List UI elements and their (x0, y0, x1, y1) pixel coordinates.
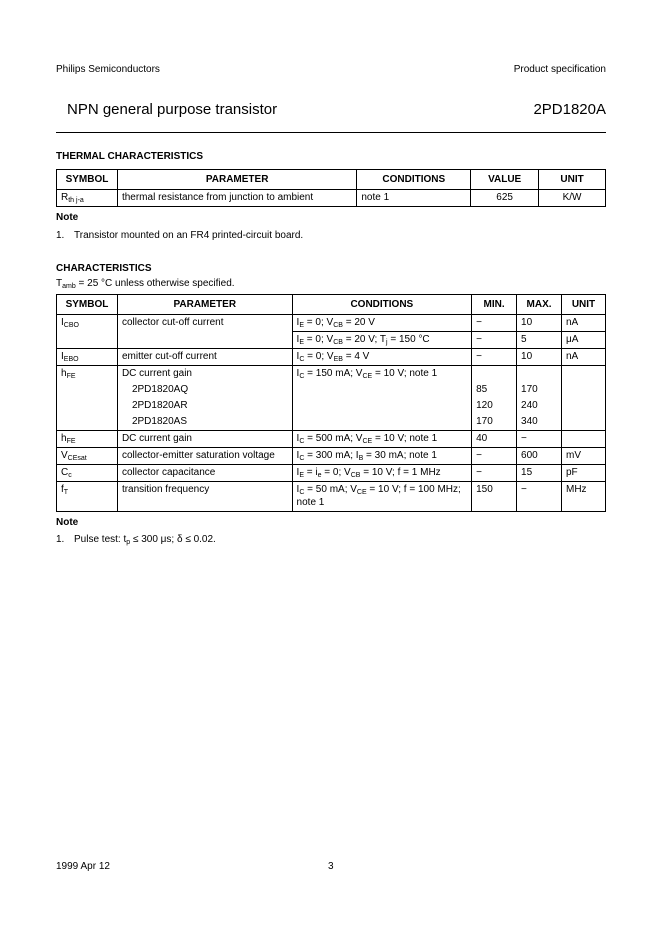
min-cell: − (472, 332, 517, 349)
characteristics-table (56, 294, 606, 512)
variant-name: 2PD1820AS (117, 414, 292, 431)
min-cell: − (472, 448, 517, 465)
conditions-cell: $I_E = 0$; $V_{CB} = 20$ V; $T_j = 150$ °C (292, 332, 472, 349)
unit-cell: nA (562, 315, 606, 332)
table-row (57, 366, 606, 383)
max-cell: 240 (517, 398, 562, 414)
max-cell: − (517, 431, 562, 448)
col-value: VALUE (471, 170, 539, 190)
table-row (57, 398, 606, 414)
variant-name: 2PD1820AR (117, 398, 292, 414)
col-parameter: PARAMETER (117, 295, 292, 315)
thermal-heading: THERMAL CHARACTERISTICS (56, 151, 204, 162)
footer-date: 1999 Apr 12 (56, 861, 110, 872)
table-row (57, 315, 606, 332)
characteristics-header-row (57, 295, 606, 315)
col-parameter: PARAMETER (117, 170, 356, 190)
parameter-cell: DC current gain (117, 431, 292, 448)
col-min: MIN. (472, 295, 517, 315)
conditions-cell: $I_C = 50$ mA; $V_{CE} = 10$ V; f = 100 MHz; note 1 (292, 482, 472, 512)
min-cell: − (472, 349, 517, 366)
conditions-cell: note 1 (357, 190, 471, 207)
min-cell: − (472, 315, 517, 332)
conditions-cell: $I_C = 300$ mA; $I_B = 30$ mA; note 1 (292, 448, 472, 465)
max-cell: 10 (517, 315, 562, 332)
header-rule (56, 132, 606, 133)
parameter-cell: collector cut-off current (117, 315, 292, 349)
symbol-cell: $R_{th j-a}$ (57, 190, 118, 207)
min-cell: 85 (472, 382, 517, 398)
symbol-cell: $V_{CEsat}$ (57, 448, 118, 465)
table-row (57, 349, 606, 366)
col-unit: UNIT (539, 170, 606, 190)
table-row (57, 431, 606, 448)
symbol-cell: $f_T$ (57, 482, 118, 512)
conditions-cell: $I_E = 0$; $V_{CB} = 20$ V (292, 315, 472, 332)
conditions-cell: $I_C = 500$ mA; $V_{CE} = 10$ V; note 1 (292, 431, 472, 448)
symbol-cell: $h_{FE}$ (57, 366, 118, 383)
col-symbol: SYMBOL (57, 170, 118, 190)
table-row (57, 482, 606, 512)
thermal-note: 1. Transistor mounted on an FR4 printed-circuit board. (56, 230, 304, 241)
min-cell: 120 (472, 398, 517, 414)
unit-cell (562, 431, 606, 448)
unit-cell: MHz (562, 482, 606, 512)
parameter-cell: thermal resistance from junction to ambient (117, 190, 356, 207)
max-cell: 600 (517, 448, 562, 465)
min-cell: 40 (472, 431, 517, 448)
unit-cell: pF (562, 465, 606, 482)
table-row (57, 382, 606, 398)
parameter-cell: collector-emitter saturation voltage (117, 448, 292, 465)
max-cell: 340 (517, 414, 562, 431)
col-symbol: SYMBOL (57, 295, 118, 315)
col-conditions: CONDITIONS (292, 295, 472, 315)
document-title: NPN general purpose transistor (67, 101, 278, 118)
symbol-cell: $I_{CBO}$ (57, 315, 118, 349)
part-number: 2PD1820A (533, 101, 606, 118)
min-cell: − (472, 465, 517, 482)
unit-cell: μA (562, 332, 606, 349)
characteristics-note-heading: Note (56, 517, 79, 528)
value-cell: 625 (471, 190, 539, 207)
col-conditions: CONDITIONS (357, 170, 471, 190)
conditions-cell: $I_C = 0$; $V_{EB} = 4$ V (292, 349, 472, 366)
col-max: MAX. (517, 295, 562, 315)
min-cell: 150 (472, 482, 517, 512)
max-cell: 15 (517, 465, 562, 482)
min-cell: 170 (472, 414, 517, 431)
parameter-cell: emitter cut-off current (117, 349, 292, 366)
thermal-note-heading: Note (56, 212, 79, 223)
table-row (57, 190, 606, 207)
tamb-condition: $T_{amb} = 25$ °C unless otherwise specified. (56, 278, 235, 290)
symbol-cell: $h_{FE}$ (57, 431, 118, 448)
max-cell: 170 (517, 382, 562, 398)
page-number: 3 (328, 861, 334, 872)
table-row (57, 448, 606, 465)
table-row (57, 414, 606, 431)
thermal-header-row (57, 170, 606, 190)
unit-cell: nA (562, 349, 606, 366)
document-type: Product specification (513, 64, 606, 75)
table-row (57, 465, 606, 482)
col-unit: UNIT (562, 295, 606, 315)
max-cell: 5 (517, 332, 562, 349)
company-name: Philips Semiconductors (56, 64, 160, 75)
conditions-cell: $I_C = 150$ mA; $V_{CE} = 10$ V; note 1 (292, 366, 472, 383)
max-cell: − (517, 482, 562, 512)
unit-cell: mV (562, 448, 606, 465)
conditions-cell: $I_E = i_e = 0$; $V_{CB} = 10$ V; f = 1 MHz (292, 465, 472, 482)
parameter-cell: transition frequency (117, 482, 292, 512)
parameter-cell: collector capacitance (117, 465, 292, 482)
parameter-cell: DC current gain (117, 366, 292, 383)
characteristics-note: 1. Pulse test: $t_p \le 300$ μs; δ ≤ 0.02. (56, 534, 216, 546)
unit-cell: K/W (539, 190, 606, 207)
thermal-table (56, 169, 606, 207)
variant-name: 2PD1820AQ (117, 382, 292, 398)
characteristics-heading: CHARACTERISTICS (56, 263, 152, 274)
max-cell: 10 (517, 349, 562, 366)
symbol-cell: $I_{EBO}$ (57, 349, 118, 366)
symbol-cell: $C_c$ (57, 465, 118, 482)
